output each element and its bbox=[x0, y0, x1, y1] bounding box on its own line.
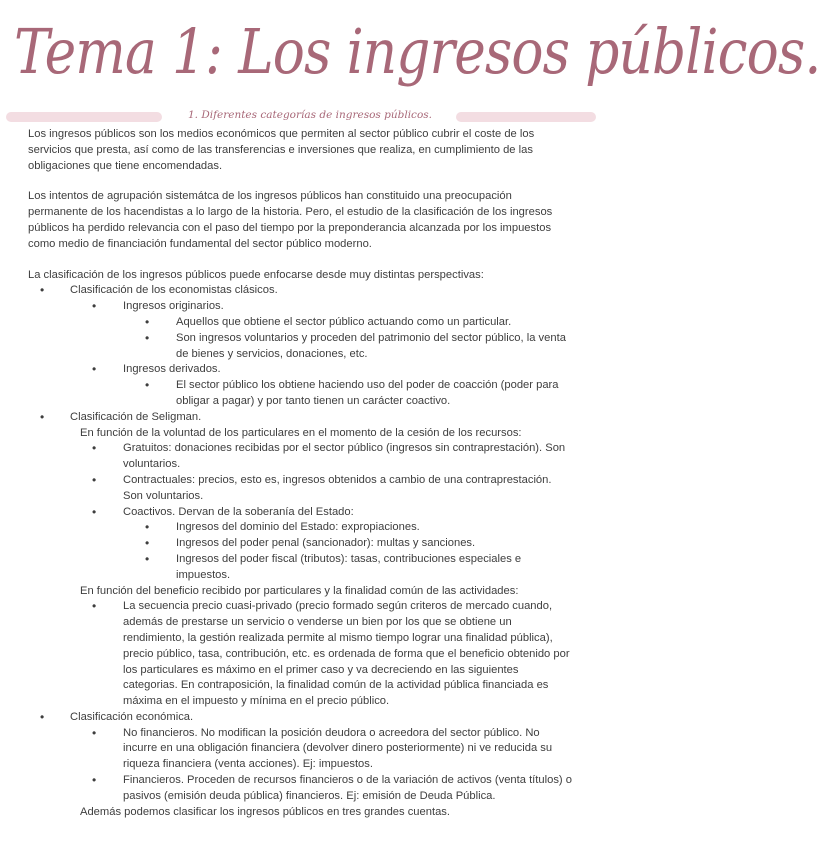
list-item: • Aquellos que obtiene el sector público actuando como un particular. bbox=[28, 315, 573, 331]
list-item: • El sector público los obtiene haciendo uso del poder de coacción (poder para obligar a pagar) y por tanto tienen un carácter coactivo. bbox=[28, 378, 573, 410]
list-item: • Ingresos del poder fiscal (tributos): tasas, contribuciones especiales e impuestos. bbox=[28, 552, 573, 584]
list-item: • No financieros. No modifican la posición deudora o acreedora del sector público. No incurre en una obligación financiera (devolver dinero posteriormente) ni ve reducida su riqueza financiera (venta acciones). Ej: impuestos. bbox=[28, 726, 573, 773]
list-item: • Gratuitos: donaciones recibidas por el sector público (ingresos sin contraprestación). Son voluntarios. bbox=[28, 441, 573, 473]
decorative-band-right bbox=[456, 112, 596, 122]
list-item-economica: • Clasificación económica. bbox=[28, 710, 573, 726]
subheading-beneficio: En función del beneficio recibido por particulares y la finalidad común de las actividades: bbox=[80, 584, 519, 597]
intro-paragraph-1: Los ingresos públicos son los medios económicos que permiten al sector público cubrir el coste de los servicios que presta, así como de las transferencias e inversiones que realiza, en cumplimiento de las obligaciones que tiene encomendadas. bbox=[28, 128, 535, 172]
closing-line: Además podemos clasificar los ingresos públicos en tres grandes cuentas. bbox=[80, 805, 451, 818]
list-item: • Ingresos del poder penal (sancionador): multas y sanciones. bbox=[28, 536, 573, 552]
list-item: • Financieros. Proceden de recursos financieros o de la variación de activos (venta títulos) o pasivos (emisión deuda pública) financieros. Ej: emisión de Deuda Pública. bbox=[28, 773, 573, 805]
list-item: • Ingresos del dominio del Estado: expropiaciones. bbox=[28, 520, 573, 536]
subheading-voluntad: En función de la voluntad de los particulares en el momento de la cesión de los recursos: bbox=[80, 426, 522, 439]
page-title: Tema 1: Los ingresos públicos. bbox=[14, 15, 820, 88]
list-item-classical: • Clasificación de los economistas clásicos. bbox=[28, 283, 573, 299]
list-item: • Contractuales: precios, esto es, ingresos obtenidos a cambio de una contraprestación. Son voluntarios. bbox=[28, 473, 573, 505]
document-body bbox=[28, 127, 573, 820]
list-item: • La secuencia precio cuasi-privado (precio formado según criteros de mercado cuando, además de prestarse un servicio o venderse un bien por los que se obtiene un rendimiento, la gestión realizada permite al mismo tiempo lograr una finalidad pública), precio público, tasa, contribución, etc. es ordenada de forma que el beneficio obtenido por los particulares es máximo en el primer caso y va decreciendo en las siguientes categorias. En contraposición, la finalidad común de la actividad pública financiada es máxima en el impuesto y mínima en el precio público. bbox=[28, 599, 573, 710]
intro-paragraph-2: Los intentos de agrupación sistemátca de los ingresos públicos han constituido una preocupación permanente de los hacendistas a lo largo de la historia. Pero, el estudio de la clasificación de los ingresos públicos ha perdido relevancia con el paso del tiempo por la preponderancia alcanzada por los impuestos como medio de financiación fundamental del sector público moderno. bbox=[28, 190, 553, 250]
list-item-originarios: • Ingresos originarios. bbox=[28, 299, 573, 315]
list-item: • Son ingresos voluntarios y proceden del patrimonio del sector público, la venta de bienes y servicios, donaciones, etc. bbox=[28, 331, 573, 363]
list-item-derivados: • Ingresos derivados. bbox=[28, 362, 573, 378]
section-subtitle: 1. Diferentes categorías de ingresos públicos. bbox=[187, 109, 432, 121]
list-item: • Coactivos. Dervan de la soberanía del Estado: bbox=[28, 505, 573, 521]
list-item-seligman: • Clasificación de Seligman. bbox=[28, 410, 573, 426]
decorative-band-left bbox=[6, 112, 162, 122]
intro-paragraph-3: La clasificación de los ingresos públicos puede enfocarse desde muy distintas perspectivas: bbox=[28, 268, 484, 281]
